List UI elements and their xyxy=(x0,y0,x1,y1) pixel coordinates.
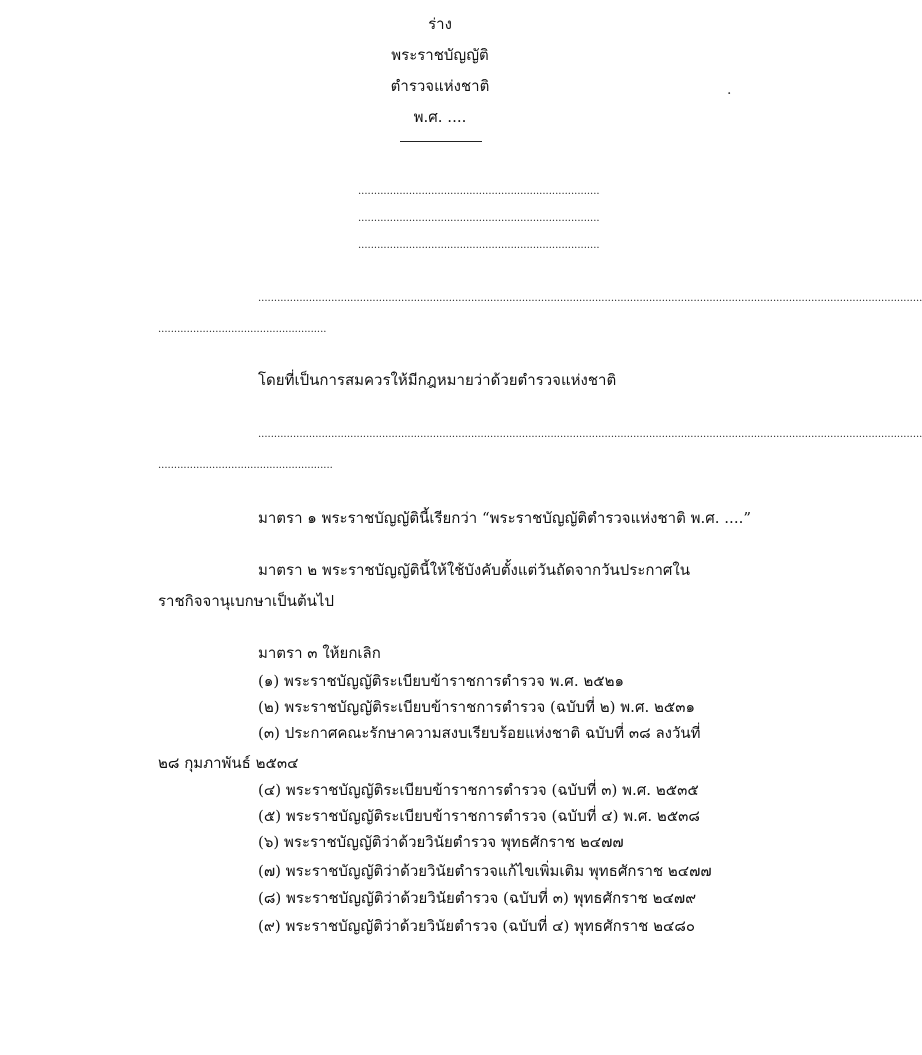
dotted-line: ............................................................................ xyxy=(358,240,600,251)
document-subtitle: ตำรวจแห่งชาติ xyxy=(390,77,490,95)
dotted-line: ................................................................................................................................................................................................................. xyxy=(258,293,922,304)
dotted-line: ....................................................... xyxy=(158,460,333,471)
section-3-heading: มาตรา ๓ ให้ยกเลิก xyxy=(258,644,381,662)
repeal-item: (๗) พระราชบัญญัติว่าด้วยวินัยตำรวจแก้ไขเพิ่มเติม พุทธศักราช ๒๔๗๗ xyxy=(258,862,712,880)
document-year: พ.ศ. .... xyxy=(413,108,467,126)
document-title: พระราชบัญญัติ xyxy=(391,46,489,64)
dotted-line: ................................................................................................................................................................................................................. xyxy=(258,429,922,440)
repeal-item: (๓) ประกาศคณะรักษาความสงบเรียบร้อยแห่งชาติ ฉบับที่ ๓๘ ลงวันที่ xyxy=(258,724,701,742)
scan-speck: · xyxy=(727,86,732,102)
dotted-line: ............................................................................ xyxy=(358,213,600,224)
repeal-item: (๙) พระราชบัญญัติว่าด้วยวินัยตำรวจ (ฉบับที่ ๔) พุทธศักราช ๒๔๘๐ xyxy=(258,917,696,935)
draft-label: ร่าง xyxy=(428,15,452,33)
repeal-item: (๒) พระราชบัญญัติระเบียบข้าราชการตำรวจ (ฉบับที่ ๒) พ.ศ. ๒๕๓๑ xyxy=(258,698,696,716)
title-rule xyxy=(400,141,482,142)
repeal-item: (๔) พระราชบัญญัติระเบียบข้าราชการตำรวจ (ฉบับที่ ๓) พ.ศ. ๒๕๓๕ xyxy=(258,781,699,799)
repeal-item: (๕) พระราชบัญญัติระเบียบข้าราชการตำรวจ (ฉบับที่ ๔) พ.ศ. ๒๕๓๘ xyxy=(258,807,701,825)
preamble-text: โดยที่เป็นการสมควรให้มีกฎหมายว่าด้วยตำรวจแห่งชาติ xyxy=(258,371,617,389)
dotted-line: ..................................................... xyxy=(158,324,327,335)
repeal-item-continuation: ๒๘ กุมภาพันธ์ ๒๕๓๔ xyxy=(158,754,299,772)
section-2-line-2: ราชกิจจานุเบกษาเป็นต้นไป xyxy=(158,592,335,610)
section-2-line-1: มาตรา ๒ พระราชบัญญัตินี้ให้ใช้บังคับตั้งแต่วันถัดจากวันประกาศใน xyxy=(258,561,690,579)
repeal-item: (๘) พระราชบัญญัติว่าด้วยวินัยตำรวจ (ฉบับที่ ๓) พุทธศักราช ๒๔๗๙ xyxy=(258,889,697,907)
repeal-item: (๑) พระราชบัญญัติระเบียบข้าราชการตำรวจ พ.ศ. ๒๕๒๑ xyxy=(258,672,625,690)
repeal-item: (๖) พระราชบัญญัติว่าด้วยวินัยตำรวจ พุทธศักราช ๒๔๗๗ xyxy=(258,833,624,851)
section-1: มาตรา ๑ พระราชบัญญัตินี้เรียกว่า “พระราชบัญญัติตำรวจแห่งชาติ พ.ศ. ....” xyxy=(258,509,752,527)
dotted-line: ............................................................................ xyxy=(358,186,600,197)
